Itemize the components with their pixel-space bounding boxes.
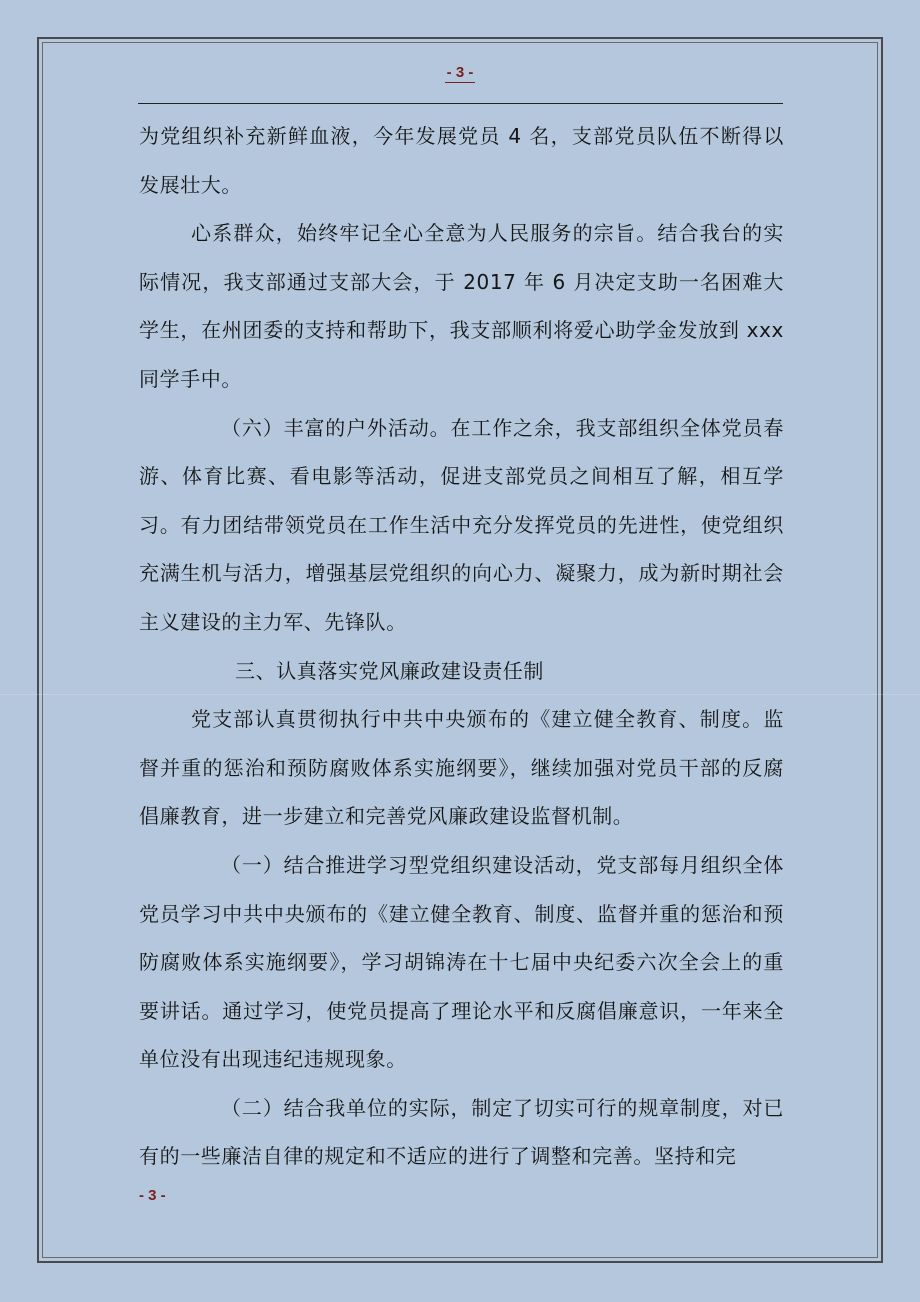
paragraph-item-1: （一）结合推进学习型党组织建设活动，党支部每月组织全体党员学习中共中央颁布的《建立健全教育、制度、监督并重的惩治和预防腐败体系实施纲要》，学习胡锦涛在十七届中央纪委六次全会上的重要讲话。通过学习，使党员提高了理论水平和反腐倡廉意识，一年来全单位没有出现违纪违规现象。 [139,852,784,1072]
paragraph-continuation: 为党组织补充新鲜血液，今年发展党员 4 名，支部党员队伍不断得以发展壮大。 [139,124,784,197]
section-heading-3: 三、认真落实党风廉政建设责任制 [235,658,544,683]
header-rule [138,103,783,104]
header-page-number [0,64,920,81]
header-page-number-text: - 3 - [446,64,474,81]
footer-page-number: - 3 - [139,1187,166,1204]
paragraph-item-2: （二）结合我单位的实际，制定了切实可行的规章制度，对已有的一些廉洁自律的规定和不适应的进行了调整和完善。坚持和完 [139,1095,784,1169]
document-body [139,112,784,1181]
paragraph-anti-corruption: 党支部认真贯彻执行中共中央颁布的《建立健全教育、制度。监督并重的惩治和预防腐败体系实施纲要》，继续加强对党员干部的反腐倡廉教育，进一步建立和完善党风廉政建设监督机制。 [139,707,784,829]
paragraph-serve-people: 心系群众，始终牢记全心全意为人民服务的宗旨。结合我台的实际情况，我支部通过支部大会，于 2017 年 6 月决定支助一名困难大学生，在州团委的支持和帮助下，我支部顺利将爱心助学金发放到 xxx 同学手中。 [139,221,784,391]
paragraph-outdoor-activities: （六）丰富的户外活动。在工作之余，我支部组织全体党员春游、体育比赛、看电影等活动，促进支部党员之间相互了解，相互学习。有力团结带领党员在工作生活中充分发挥党员的先进性，使党组织充满生机与活力，增强基层党组织的向心力、凝聚力，成为新时期社会主义建设的主力军、先锋队。 [139,415,784,634]
